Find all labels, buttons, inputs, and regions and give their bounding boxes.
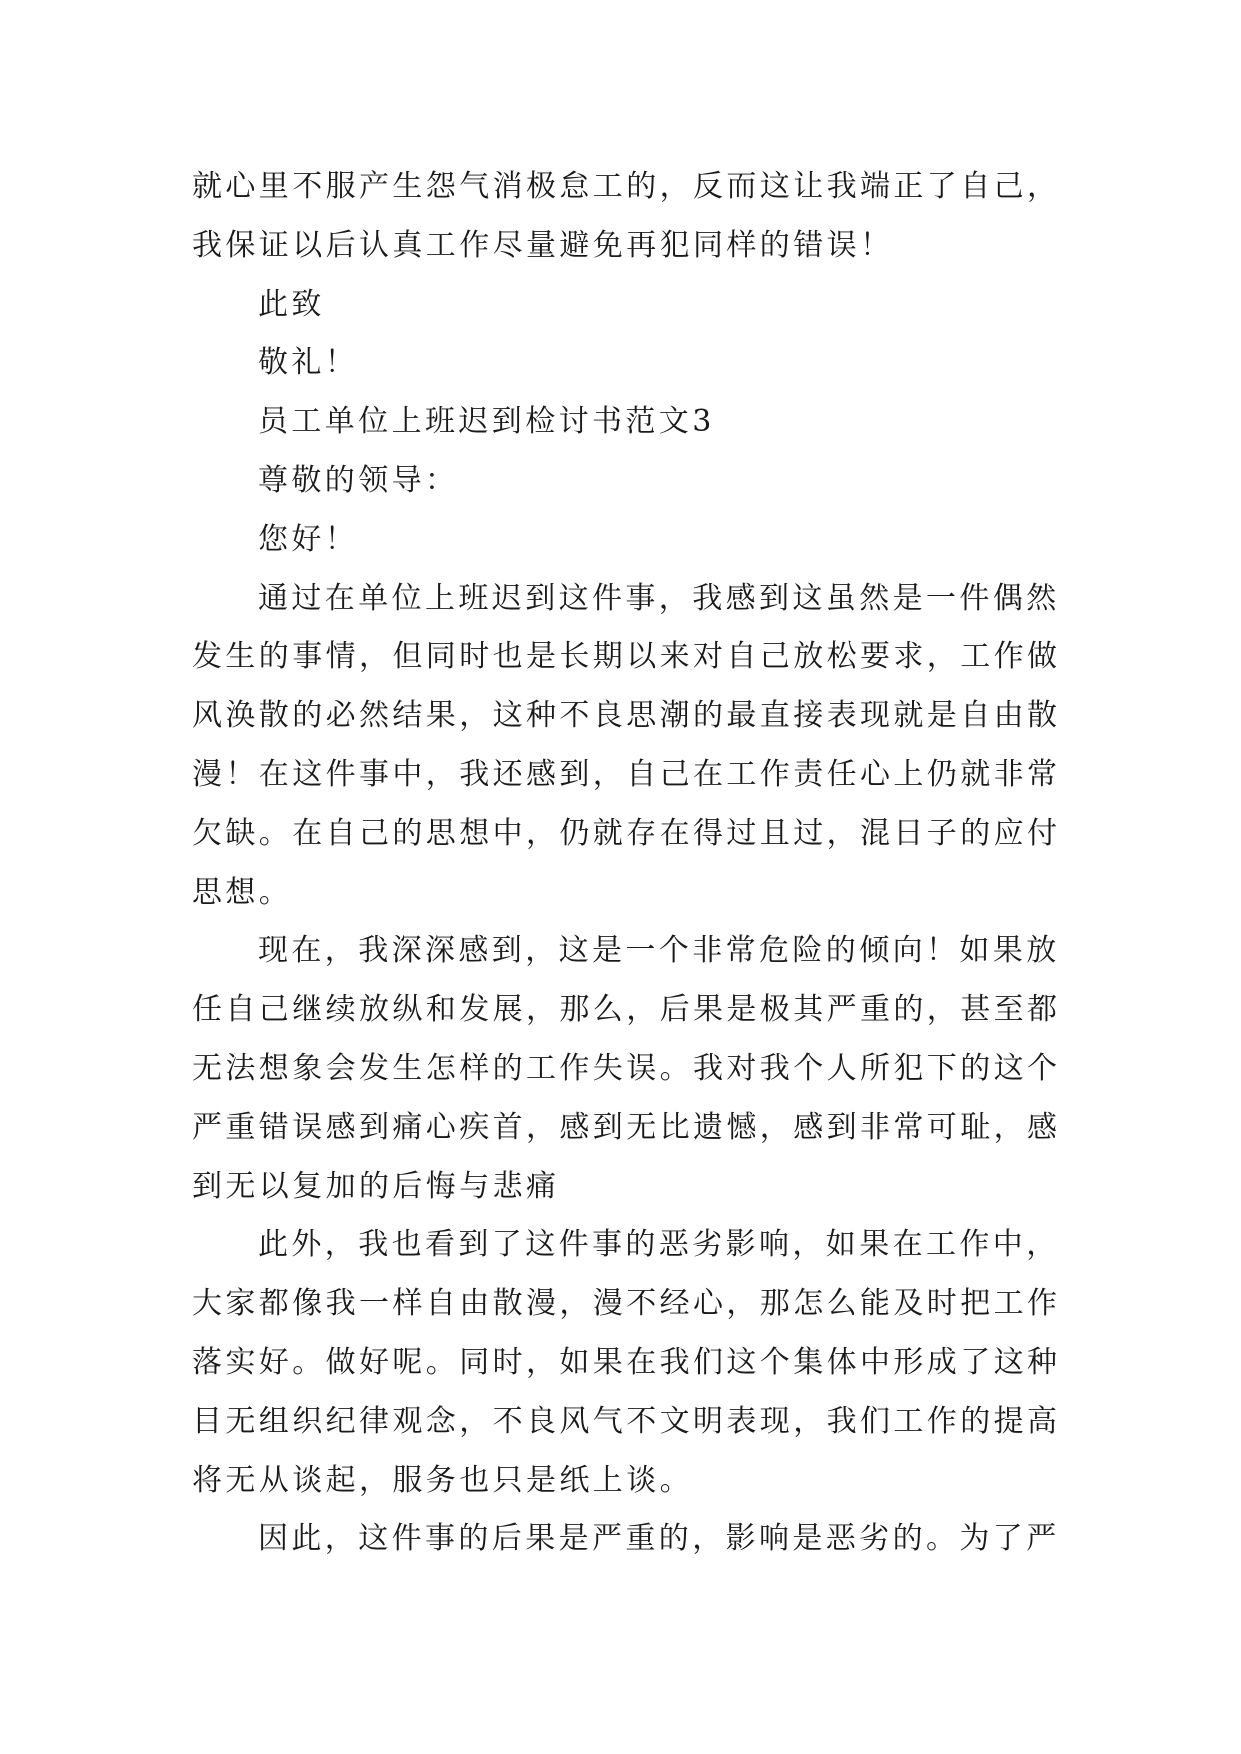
text-line: 任自己继续放纵和发展，那么，后果是极其严重的，甚至都 xyxy=(192,992,1061,1028)
text-line: 落实好。做好呢。同时，如果在我们这个集体中形成了这种 xyxy=(192,1344,1061,1380)
text-line: 大家都像我一样自由散漫，漫不经心，那怎么能及时把工作 xyxy=(192,1286,1061,1322)
text-line: 我保证以后认真工作尽量避免再犯同样的错误！ xyxy=(192,227,894,263)
closing-salutation: 此致 xyxy=(258,286,325,322)
closing-regards: 敬礼！ xyxy=(258,345,359,381)
text-line: 到无以复加的后悔与悲痛 xyxy=(192,1168,560,1204)
document-body xyxy=(192,158,1060,1569)
text-line: 现在，我深深感到，这是一个非常危险的倾向！如果放 xyxy=(258,933,1060,969)
text-line: 因此，这件事的后果是严重的，影响是恶劣的。为了严 xyxy=(258,1521,1060,1557)
text-line: 目无组织纪律观念，不良风气不文明表现，我们工作的提高 xyxy=(192,1403,1061,1439)
text-line: 发生的事情，但同时也是长期以来对自己放松要求，工作做 xyxy=(192,639,1061,675)
text-line: 风涣散的必然结果，这种不良思潮的最直接表现就是自由散 xyxy=(192,698,1061,734)
text-line: 无法想象会发生怎样的工作失误。我对我个人所犯下的这个 xyxy=(192,1050,1061,1086)
text-line: 此外，我也看到了这件事的恶劣影响，如果在工作中， xyxy=(258,1227,1060,1263)
text-line: 通过在单位上班迟到这件事，我感到这虽然是一件偶然 xyxy=(258,580,1060,616)
greeting-hello: 您好！ xyxy=(258,521,359,557)
text-line: 欠缺。在自己的思想中，仍就存在得过且过，混日子的应付 xyxy=(192,815,1061,851)
greeting: 尊敬的领导： xyxy=(258,462,459,498)
text-line: 思想。 xyxy=(192,874,293,910)
text-line: 漫！在这件事中，我还感到，自己在工作责任心上仍就非常 xyxy=(192,756,1061,792)
section-title: 员工单位上班迟到检讨书范文3 xyxy=(258,404,715,440)
text-line: 就心里不服产生怨气消极怠工的，反而这让我端正了自己， xyxy=(192,169,1061,204)
text-line: 严重错误感到痛心疾首，感到无比遗憾，感到非常可耻，感 xyxy=(192,1109,1061,1145)
text-line: 将无从谈起，服务也只是纸上谈。 xyxy=(192,1462,693,1498)
